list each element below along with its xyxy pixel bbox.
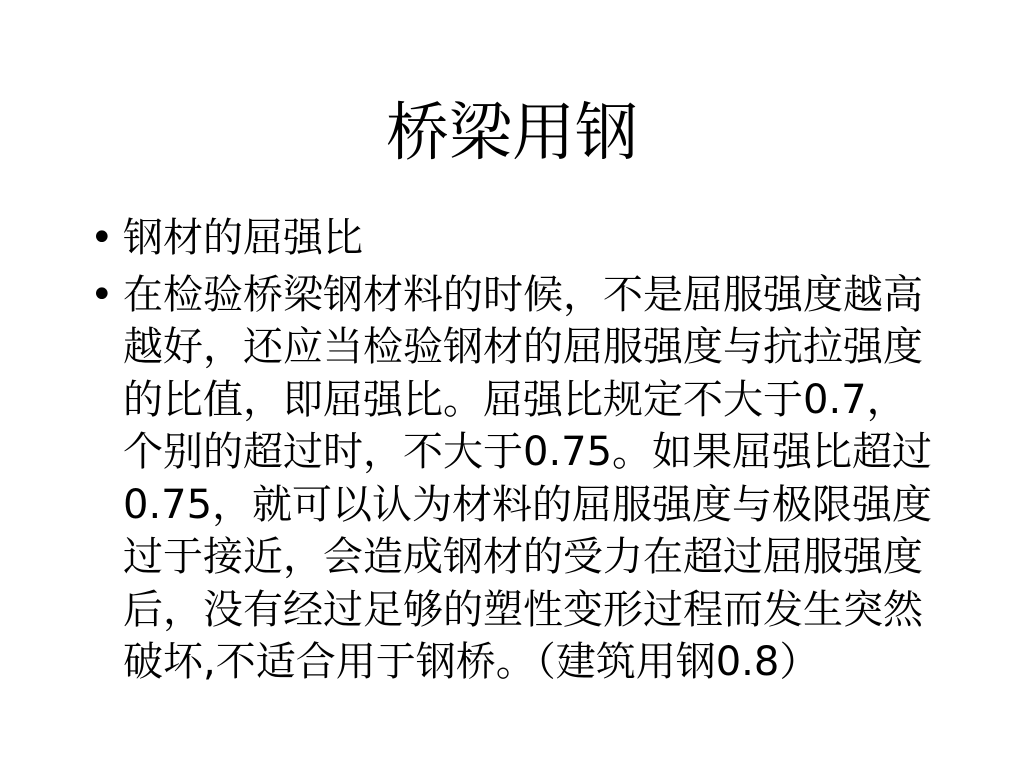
slide-body xyxy=(90,212,1024,689)
text-line: 钢材的屈强比 xyxy=(123,215,363,261)
text-line: 越好，还应当检验钢材的屈服强度与抗拉强度 xyxy=(123,324,923,370)
text-line: 后，没有经过足够的塑性变形过程而发生突然 xyxy=(123,586,923,633)
bullet-1-text xyxy=(123,212,1024,265)
text-line: 个别的超过时，不大于0.75。如果屈强比超过 xyxy=(123,429,933,475)
bullet-2-text xyxy=(123,269,1024,689)
bullet-icon: • xyxy=(90,271,114,318)
slide-title: 桥梁用钢 xyxy=(386,96,638,169)
text-line: 的比值，即屈强比。屈强比规定不大于0.7， xyxy=(123,376,907,423)
text-line: 过于接近，会造成钢材的受力在超过屈服强度 xyxy=(123,534,923,580)
text-line: 0.75，就可以认为材料的屈服强度与极限强度 xyxy=(123,481,933,528)
text-line: 破坏,不适合用于钢桥。（建筑用钢0.8） xyxy=(123,639,820,685)
bullet-item-1 xyxy=(90,212,1024,265)
text-line: 在检验桥梁钢材料的时候，不是屈服强度越高 xyxy=(123,271,923,318)
bullet-item-2 xyxy=(90,269,1024,689)
bullet-icon: • xyxy=(90,215,114,261)
